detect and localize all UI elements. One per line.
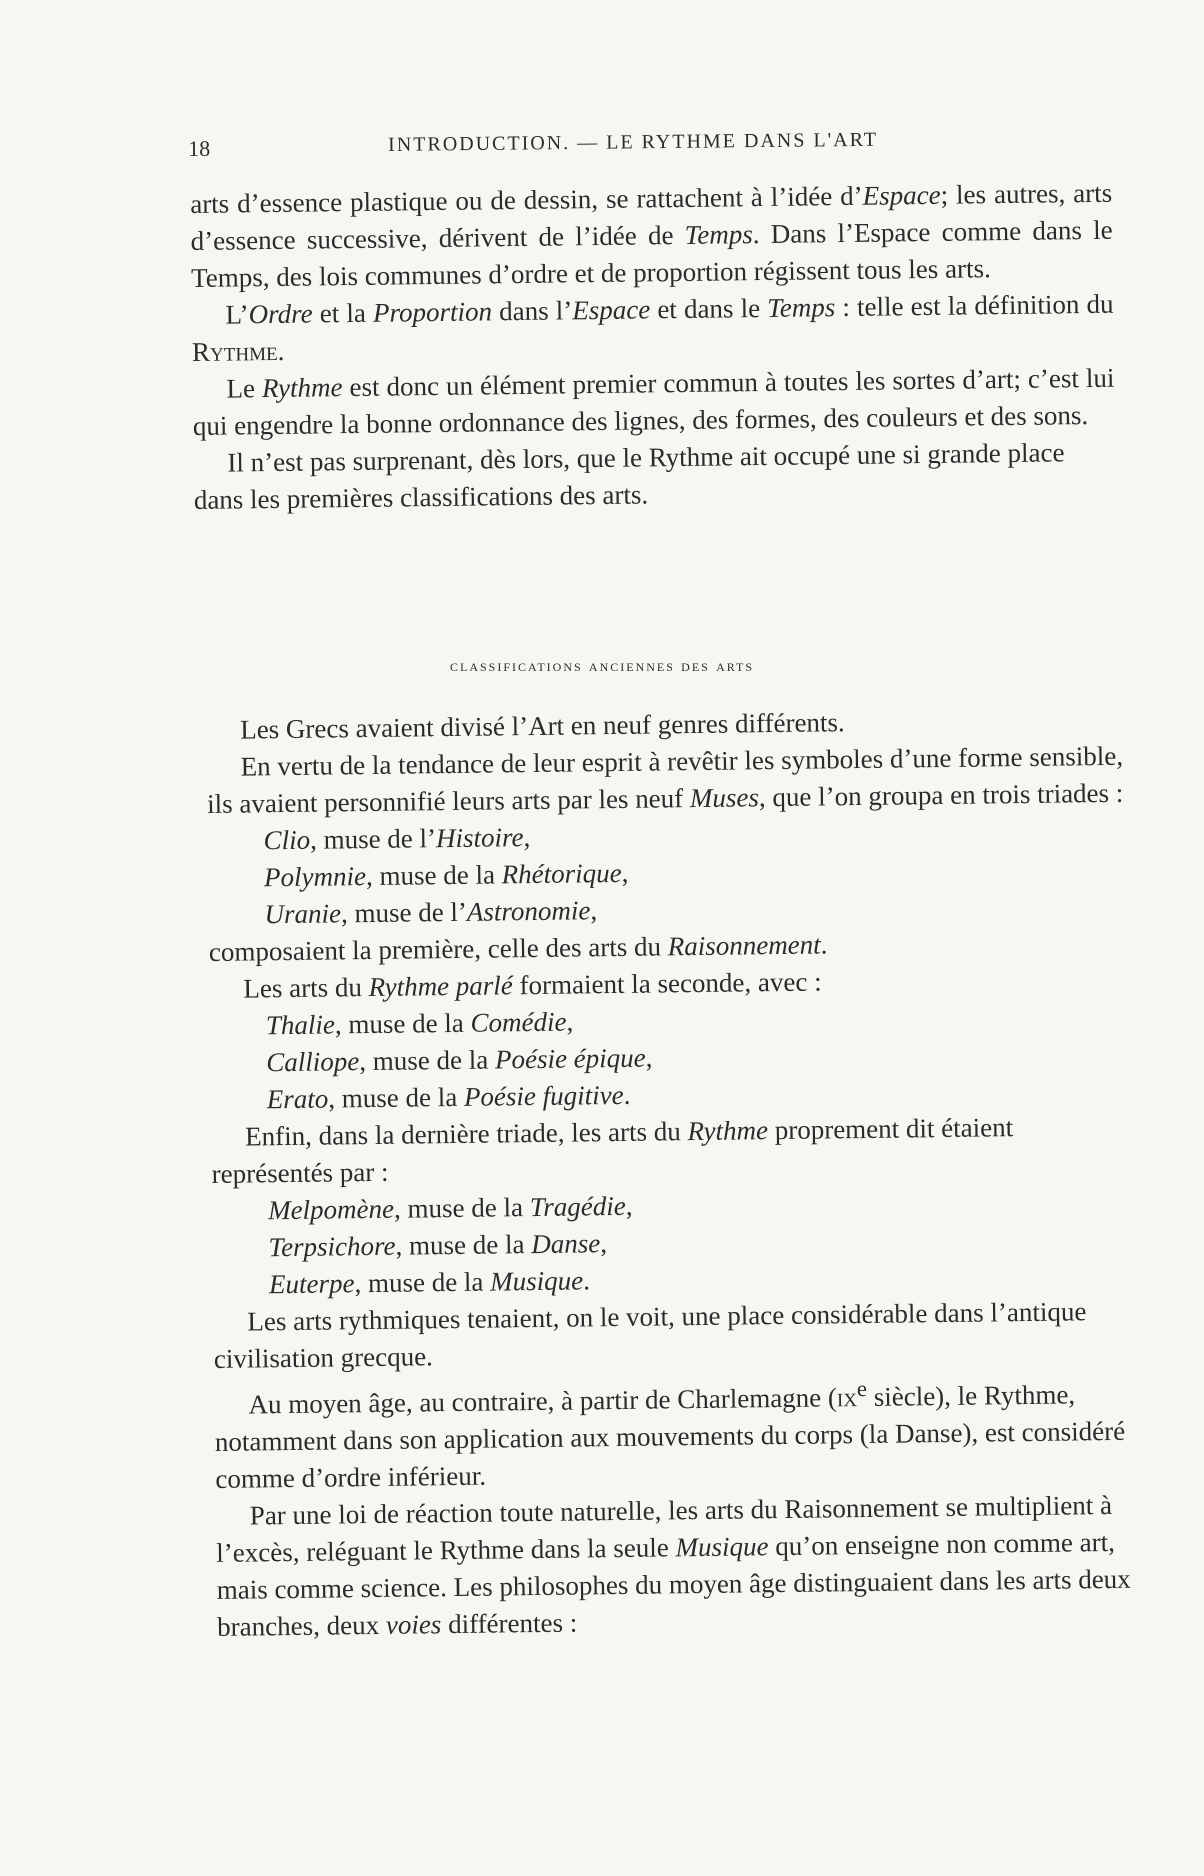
- paragraph: Au moyen âge, au contraire, à partir de Charlemagne ($ix^e$ siècle), le Rythme, notamment dans son application aux mouvements du corps (la Danse), est considéré comme d’ordre inférieur.: [214, 1375, 1126, 1494]
- muse-list-item: Terpsichore, muse de la Danse,: [268, 1228, 608, 1263]
- muse-list-item: Euterpe, muse de la Musique.: [268, 1265, 591, 1300]
- section-title: classifications anciennes des arts: [450, 656, 755, 675]
- paragraph: arts d’essence plastique ou de dessin, se rattachent à l’idée d’Espace; les autres, arts d’essence successive, dérivent de l’idée de Temps. Dans l’Espace comme dans le Temps, des lois communes d’ordre et de proportion régissent tous les arts.: [190, 177, 1113, 293]
- page-header: [188, 128, 910, 164]
- muse-list-item: Clio, muse de l’Histoire,: [263, 822, 531, 856]
- paragraph: composaient la première, celle des arts du Raisonnement.: [208, 929, 828, 967]
- text-block-intro: [190, 175, 1116, 519]
- paragraph: En vertu de la tendance de leur esprit à revêtir les symboles d’une forme sensible, ils avaient personnifié leurs arts par les neuf Muses, que l’on groupa en trois triades :: [206, 740, 1124, 819]
- paragraph: Par une loi de réaction toute naturelle, les arts du Raisonnement se multiplient à l’excès, reléguant le Rythme dans la seule Musique qu’on enseigne non comme art, mais comme science. Les philosophes du moyen âge distinguaient dans les arts deux branches, deux voies différentes :: [216, 1489, 1131, 1642]
- paragraph: L’Ordre et la Proportion dans l’Espace et dans le Temps : telle est la définition du Rythme.: [191, 288, 1114, 367]
- muse-list-item: Erato, muse de la Poésie fugitive.: [266, 1079, 631, 1115]
- paragraph: Il n’est pas surprenant, dès lors, que le Rythme ait occupé une si grande place dans les premières classifications des arts.: [193, 437, 1065, 515]
- muse-list-item: Melpomène, muse de la Tragédie,: [267, 1190, 633, 1226]
- muse-list-item: Polymnie, muse de la Rhétorique,: [263, 857, 629, 893]
- paragraph: Enfin, dans la dernière triade, les arts du Rythme proprement dit étaient représentés par :: [211, 1112, 1014, 1189]
- muse-list-item: Uranie, muse de l’Astronomie,: [264, 895, 598, 930]
- paragraph: Le Rythme est donc un élément premier commun à toutes les sortes d’art; c’est lui qui engendre la bonne ordonnance des lignes, des formes, des couleurs et des sons.: [192, 362, 1115, 441]
- paragraph: Les arts du Rythme parlé formaient la seconde, avec :: [243, 966, 822, 1004]
- text-block-classifications: [206, 701, 1143, 1646]
- muse-list-item: Thalie, muse de la Comédie,: [265, 1006, 574, 1041]
- paragraph: Les Grecs avaient divisé l’Art en neuf genres différents.: [240, 707, 845, 745]
- page-number: 18: [188, 135, 211, 161]
- running-head: INTRODUCTION. — LE RYTHME DANS L'ART: [387, 128, 879, 156]
- muse-list-item: Calliope, muse de la Poésie épique,: [266, 1042, 653, 1078]
- paragraph: Les arts rythmiques tenaient, on le voit, une place considérable dans l’antique civilisation grecque.: [213, 1296, 1087, 1374]
